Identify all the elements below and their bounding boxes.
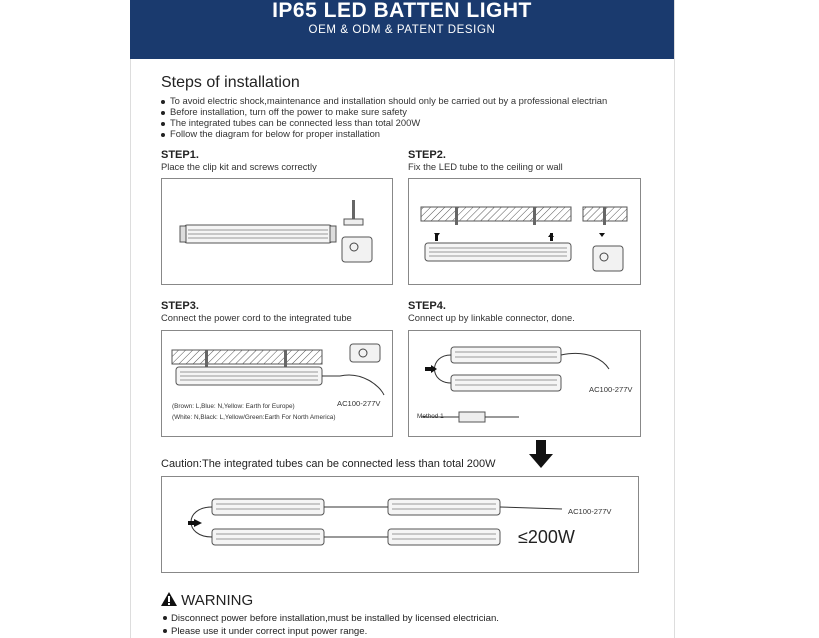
- warning-title: WARNING: [181, 592, 254, 609]
- warning-triangle-icon: [161, 592, 177, 606]
- step1-illustration: [162, 179, 392, 284]
- warning-line: Disconnect power before installation,must be installed by licensed electrician.: [163, 613, 499, 624]
- step3-america-wiring: (White: N,Black: L,Yellow/Green:Earth For North America): [172, 414, 336, 421]
- step3-europe-wiring: (Brown: L,Blue: N,Yellow: Earth for Europe): [172, 403, 295, 410]
- header-banner: [130, 0, 674, 59]
- caution-illustration: [162, 477, 638, 572]
- step3-desc: Connect the power cord to the integrated tube: [161, 312, 352, 323]
- step4-method: Method 1: [417, 413, 444, 420]
- caution-text: Caution:The integrated tubes can be connected less than total 200W: [161, 458, 496, 470]
- step1-diagram: [161, 178, 393, 285]
- step2-desc: Fix the LED tube to the ceiling or wall: [408, 161, 563, 172]
- caution-diagram: [161, 476, 639, 573]
- step4-desc: Connect up by linkable connector, done.: [408, 312, 575, 323]
- bullet-item: Before installation, turn off the power to make sure safety: [161, 106, 407, 117]
- bullet-icon: [163, 616, 167, 620]
- step2-title: STEP2.: [408, 149, 446, 161]
- bullet-icon: [161, 122, 165, 126]
- warning-line: Please use it under correct input power range.: [163, 626, 367, 637]
- bullet-icon: [161, 133, 165, 137]
- step4-diagram: [408, 330, 641, 437]
- header-subtitle: OEM & ODM & PATENT DESIGN: [308, 24, 496, 36]
- bullet-icon: [161, 100, 165, 104]
- step2-diagram: [408, 178, 641, 285]
- step3-title: STEP3.: [161, 300, 199, 312]
- step1-desc: Place the clip kit and screws correctly: [161, 161, 317, 172]
- bullet-icon: [161, 111, 165, 115]
- step4-voltage: AC100-277V: [589, 385, 633, 394]
- bullet-item: To avoid electric shock,maintenance and installation should only be carried out by a professional electrian: [161, 95, 607, 106]
- bullet-item: Follow the diagram for below for proper installation: [161, 128, 380, 139]
- install-title: Steps of installation: [161, 74, 300, 91]
- down-arrow-icon: [528, 440, 554, 470]
- step2-illustration: [409, 179, 640, 284]
- warning-title-row: [161, 592, 253, 609]
- caution-voltage: AC100-277V: [568, 507, 612, 516]
- bullet-item: The integrated tubes can be connected less than total 200W: [161, 117, 420, 128]
- header-title: IP65 LED BATTEN LIGHT: [272, 0, 532, 22]
- step1-title: STEP1.: [161, 149, 199, 161]
- bullet-icon: [163, 629, 167, 633]
- step4-illustration: [409, 331, 640, 436]
- step3-diagram: [161, 330, 393, 437]
- step3-voltage: AC100-277V: [337, 399, 381, 408]
- caution-power: ≤200W: [518, 527, 575, 547]
- step4-title: STEP4.: [408, 300, 446, 312]
